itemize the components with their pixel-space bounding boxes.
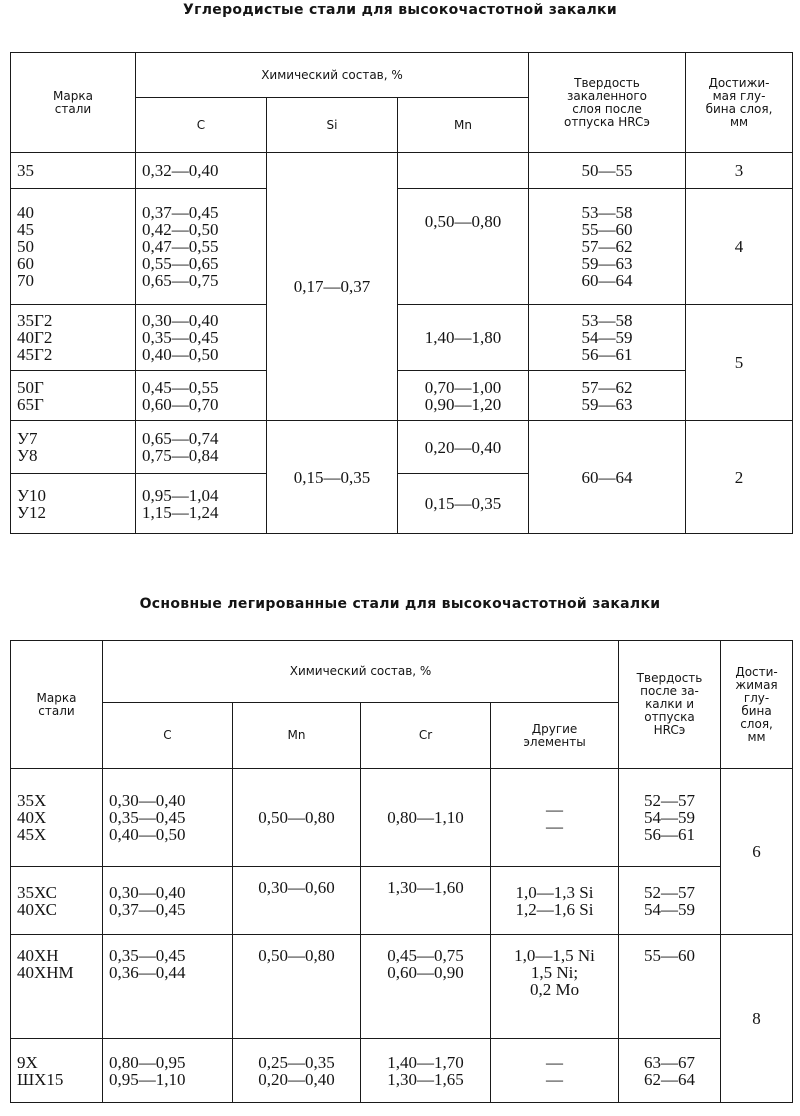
table-row <box>11 153 793 189</box>
table1-title: Углеродистые стали для высокочастотной закалки <box>183 2 617 18</box>
grade-cell: У10 У12 <box>11 474 136 534</box>
mn-cell <box>398 153 529 189</box>
other-cell: — — <box>491 1039 619 1103</box>
grade-cell: 35Г2 40Г2 45Г2 <box>11 305 136 371</box>
header-composition: Химический состав, % <box>103 641 619 703</box>
mn-cell: 0,50—0,80 <box>233 769 361 867</box>
mn-cell: 0,50—0,80 <box>398 189 529 305</box>
c-cell: 0,32—0,40 <box>136 153 267 189</box>
header-cr: Cr <box>361 703 491 769</box>
cr-cell: 0,80—1,10 <box>361 769 491 867</box>
grade-cell: 9Х ШХ15 <box>11 1039 103 1103</box>
c-cell: 0,30—0,40 0,37—0,45 <box>103 867 233 935</box>
carbon-steels-table <box>10 52 793 534</box>
table-row <box>11 935 793 1039</box>
hardness-cell: 55—60 <box>619 935 721 1039</box>
table-row <box>11 371 793 421</box>
header-hardness: Твердость закаленного слоя после отпуска HRCэ <box>529 53 686 153</box>
grade-cell: 40ХН 40ХНМ <box>11 935 103 1039</box>
header-si: Si <box>267 98 398 153</box>
depth-cell: 2 <box>686 421 793 534</box>
table2-title: Основные легированные стали для высокочастотной закалки <box>139 596 661 612</box>
header-mn: Mn <box>398 98 529 153</box>
c-cell: 0,30—0,40 0,35—0,45 0,40—0,50 <box>136 305 267 371</box>
table-row <box>11 189 793 305</box>
cr-cell: 1,30—1,60 <box>361 867 491 935</box>
c-cell: 0,45—0,55 0,60—0,70 <box>136 371 267 421</box>
mn-cell: 0,50—0,80 <box>233 935 361 1039</box>
c-cell: 0,35—0,45 0,36—0,44 <box>103 935 233 1039</box>
other-cell: 1,0—1,3 Si 1,2—1,6 Si <box>491 867 619 935</box>
mn-cell: 0,70—1,00 0,90—1,20 <box>398 371 529 421</box>
hardness-cell: 52—57 54—59 <box>619 867 721 935</box>
other-cell: — — <box>491 769 619 867</box>
hardness-cell: 57—62 59—63 <box>529 371 686 421</box>
table-row <box>11 769 793 867</box>
mn-cell: 0,15—0,35 <box>398 474 529 534</box>
header-grade: Марка стали <box>11 53 136 153</box>
cr-cell: 0,45—0,75 0,60—0,90 <box>361 935 491 1039</box>
c-cell: 0,37—0,45 0,42—0,50 0,47—0,55 0,55—0,65 0,65—0,75 <box>136 189 267 305</box>
header-c: C <box>103 703 233 769</box>
header-composition: Химический состав, % <box>136 53 529 98</box>
cr-cell: 1,40—1,70 1,30—1,65 <box>361 1039 491 1103</box>
grade-cell: У7 У8 <box>11 421 136 474</box>
grade-cell: 35Х 40Х 45Х <box>11 769 103 867</box>
c-cell: 0,30—0,40 0,35—0,45 0,40—0,50 <box>103 769 233 867</box>
depth-cell: 8 <box>721 935 793 1103</box>
depth-cell: 4 <box>686 189 793 305</box>
header-depth: Дости- жимая глу- бина слоя, мм <box>721 641 793 769</box>
table-row <box>11 1039 793 1103</box>
header-other: Другие элементы <box>491 703 619 769</box>
table-row <box>11 421 793 474</box>
header-c: C <box>136 98 267 153</box>
grade-cell: 35 <box>11 153 136 189</box>
header-mn: Mn <box>233 703 361 769</box>
grade-cell: 40 45 50 60 70 <box>11 189 136 305</box>
depth-cell: 6 <box>721 769 793 935</box>
hardness-cell: 52—57 54—59 56—61 <box>619 769 721 867</box>
depth-cell: 3 <box>686 153 793 189</box>
alloy-steels-table <box>10 640 793 1103</box>
table-row <box>11 305 793 371</box>
hardness-cell: 60—64 <box>529 421 686 534</box>
hardness-cell: 50—55 <box>529 153 686 189</box>
mn-cell: 0,30—0,60 <box>233 867 361 935</box>
si-cell: 0,15—0,35 <box>267 421 398 534</box>
hardness-cell: 53—58 55—60 57—62 59—63 60—64 <box>529 189 686 305</box>
si-cell: 0,17—0,37 <box>267 153 398 421</box>
grade-cell: 35ХС 40ХС <box>11 867 103 935</box>
depth-cell: 5 <box>686 305 793 421</box>
hardness-cell: 53—58 54—59 56—61 <box>529 305 686 371</box>
header-hardness: Твердость после за- калки и отпуска HRCэ <box>619 641 721 769</box>
table-row <box>11 867 793 935</box>
grade-cell: 50Г 65Г <box>11 371 136 421</box>
mn-cell: 0,25—0,35 0,20—0,40 <box>233 1039 361 1103</box>
c-cell: 0,95—1,04 1,15—1,24 <box>136 474 267 534</box>
header-grade: Марка стали <box>11 641 103 769</box>
other-cell: 1,0—1,5 Ni 1,5 Ni; 0,2 Mo <box>491 935 619 1039</box>
c-cell: 0,80—0,95 0,95—1,10 <box>103 1039 233 1103</box>
hardness-cell: 63—67 62—64 <box>619 1039 721 1103</box>
c-cell: 0,65—0,74 0,75—0,84 <box>136 421 267 474</box>
mn-cell: 1,40—1,80 <box>398 305 529 371</box>
header-depth: Достижи- мая глу- бина слоя, мм <box>686 53 793 153</box>
mn-cell: 0,20—0,40 <box>398 421 529 474</box>
